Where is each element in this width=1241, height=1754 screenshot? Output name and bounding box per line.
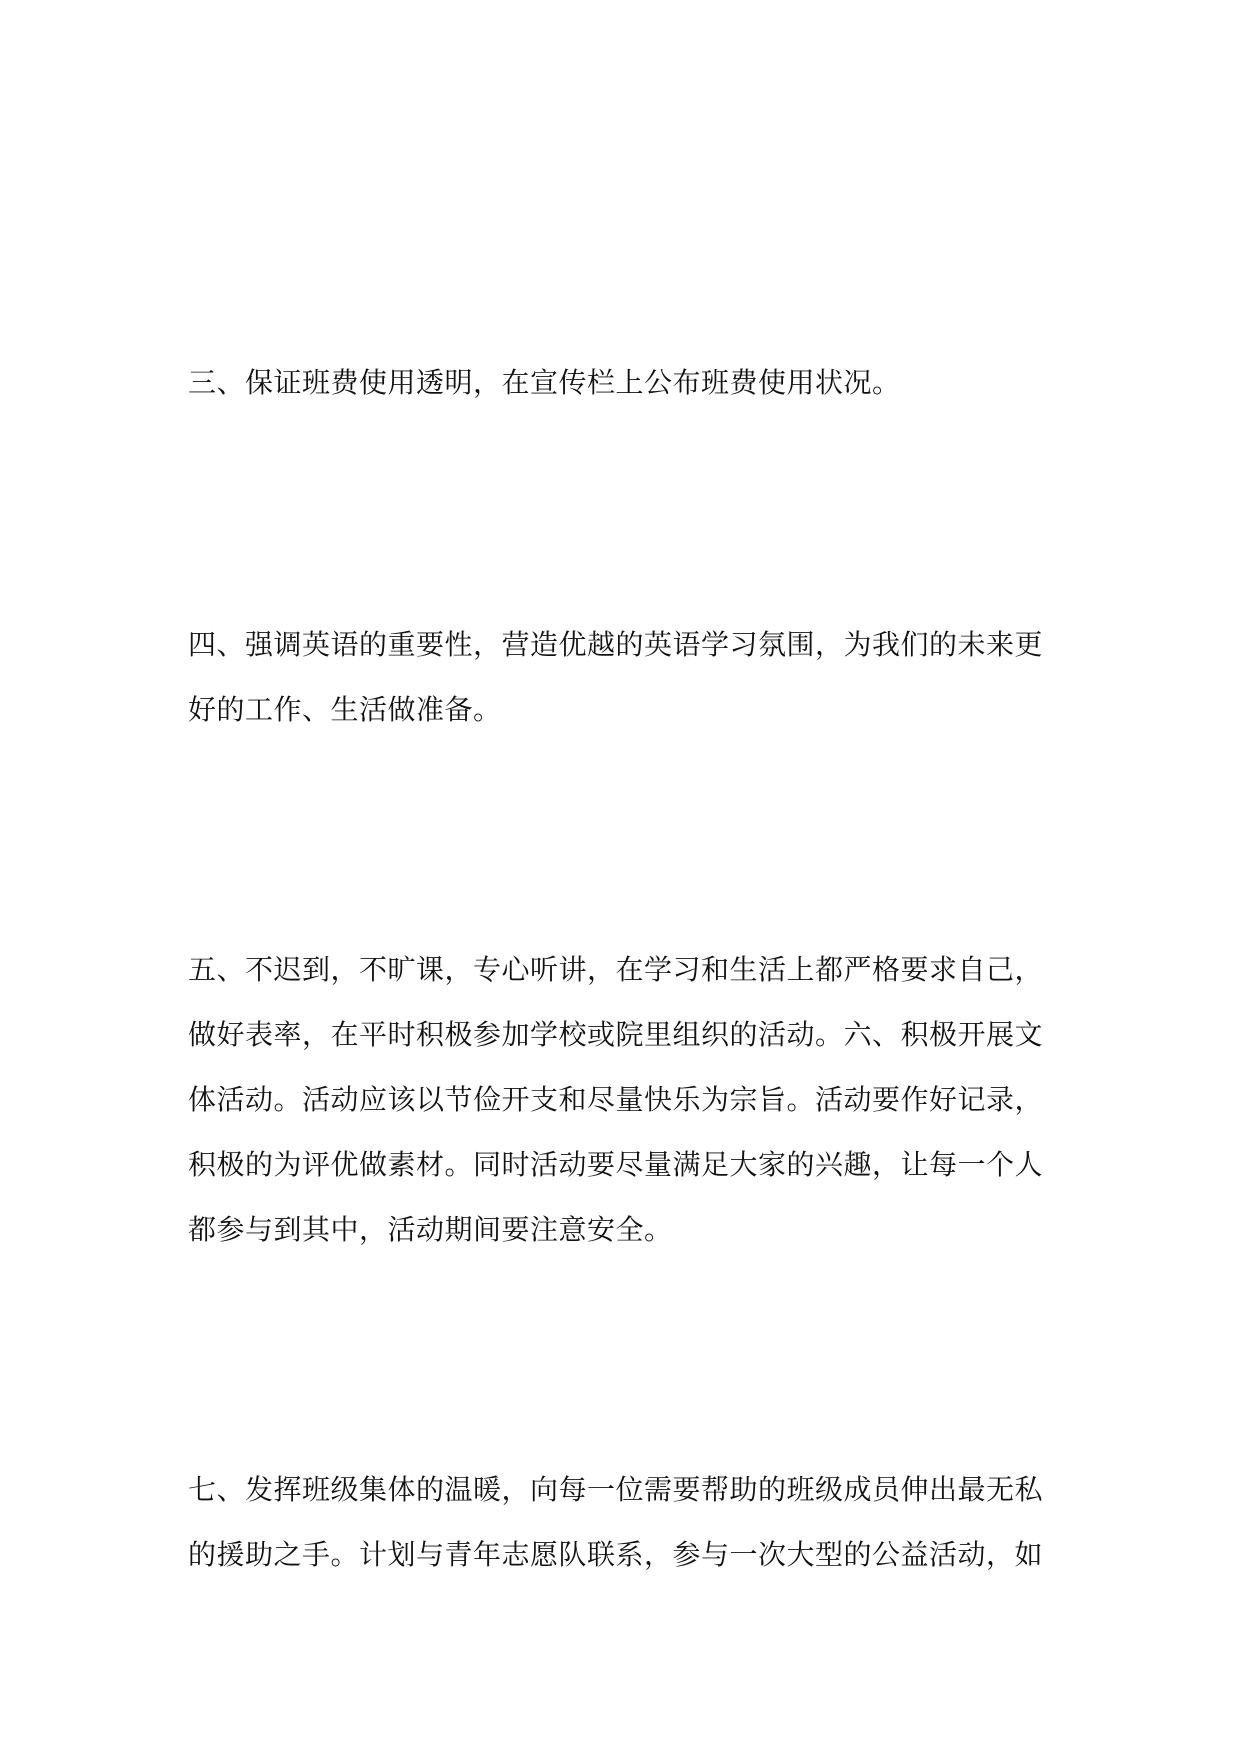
text-line: 三、保证班费使用透明，在宣传栏上公布班费使用状况。 bbox=[188, 366, 901, 399]
text-line: 体活动。活动应该以节俭开支和尽量快乐为宗旨。活动要作好记录， bbox=[188, 1083, 1044, 1116]
text-line: 好的工作、生活做准备。 bbox=[188, 693, 502, 726]
paragraph-5 bbox=[188, 937, 1088, 1262]
text-line: 的援助之手。计划与青年志愿队联系，参与一次大型的公益活动，如 bbox=[188, 1538, 1044, 1571]
paragraph-4 bbox=[188, 612, 1088, 742]
text-line: 五、不迟到，不旷课，专心听讲，在学习和生活上都严格要求自己， bbox=[188, 953, 1044, 986]
text-line: 积极的为评优做素材。同时活动要尽量满足大家的兴趣，让每一个人 bbox=[188, 1148, 1044, 1181]
text-line: 都参与到其中，活动期间要注意安全。 bbox=[188, 1213, 673, 1246]
text-line: 四、强调英语的重要性，营造优越的英语学习氛围，为我们的未来更 bbox=[188, 628, 1044, 661]
text-line: 七、发挥班级集体的温暖，向每一位需要帮助的班级成员伸出最无私 bbox=[188, 1473, 1044, 1506]
paragraph-3 bbox=[188, 350, 1088, 415]
paragraph-7 bbox=[188, 1457, 1088, 1587]
text-line: 做好表率，在平时积极参加学校或院里组织的活动。六、积极开展文 bbox=[188, 1018, 1044, 1051]
